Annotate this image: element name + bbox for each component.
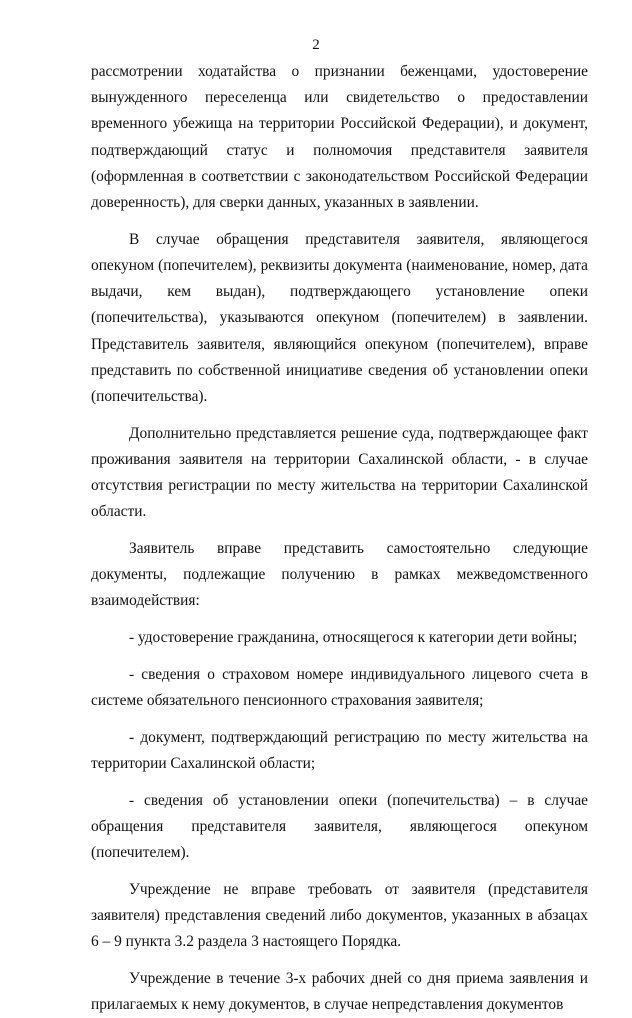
page-number: 2 xyxy=(312,37,320,53)
paragraph-court-decision: Дополнительно представляется решение суда, подтверждающее факт проживания заявителя на территории Сахалинской области, - в случае отсутствия регистрации по месту жительства на территории Сахалинской области. xyxy=(91,424,588,521)
document-body xyxy=(91,59,588,1018)
paragraph-institution-deadline: Учреждение в течение 3-х рабочих дней со дня приема заявления и прилагаемых к нему документов, в случае непредставления документов xyxy=(91,969,588,1013)
paragraph-optional-documents: Заявитель вправе представить самостоятельно следующие документы, подлежащие получению в рамках межведомственного взаимодействия: xyxy=(91,539,588,610)
paragraph-guardian-representative: В случае обращения представителя заявителя, являющегося опекуном (попечителем), реквизиты документа (наименование, номер, дата выдачи, кем выдан), подтверждающего установление опеки (попечительства), указываются опекуном (попечителем) в заявлении. Представитель заявителя, являющийся опекуном (попечителем), вправе представить по собственной инициативе сведения об установлении опеки (попечительства). xyxy=(91,230,588,405)
list-item-guardianship: - сведения об установлении опеки (попечительства) – в случае обращения представителя заявителя, являющегося опекуном (попечителем). xyxy=(91,791,588,861)
paragraph-continuation: рассмотрении ходатайства о признании беженцами, удостоверение вынужденного переселенца или свидетельство о предоставлении временного убежища на территории Российской Федерации), и документ, подтверждающий статус и полномочия представителя заявителя (оформленная в соответствии с законодательством Российской Федерации доверенность), для сверки данных, указанных в заявлении. xyxy=(91,63,588,212)
list-item-registration: - документ, подтверждающий регистрацию по месту жительства на территории Сахалинской области; xyxy=(91,728,588,772)
paragraph-institution-restriction: Учреждение не вправе требовать от заявителя (представителя заявителя) представления сведений либо документов, указанных в абзацах 6 – 9 пункта 3.2 раздела 3 настоящего Порядка. xyxy=(91,880,588,951)
list-item-certificate: - удостоверение гражданина, относящегося к категории дети войны; xyxy=(129,629,578,647)
list-item-insurance-number: - сведения о страховом номере индивидуального лицевого счета в системе обязательного пенсионного страхования заявителя; xyxy=(91,665,588,709)
